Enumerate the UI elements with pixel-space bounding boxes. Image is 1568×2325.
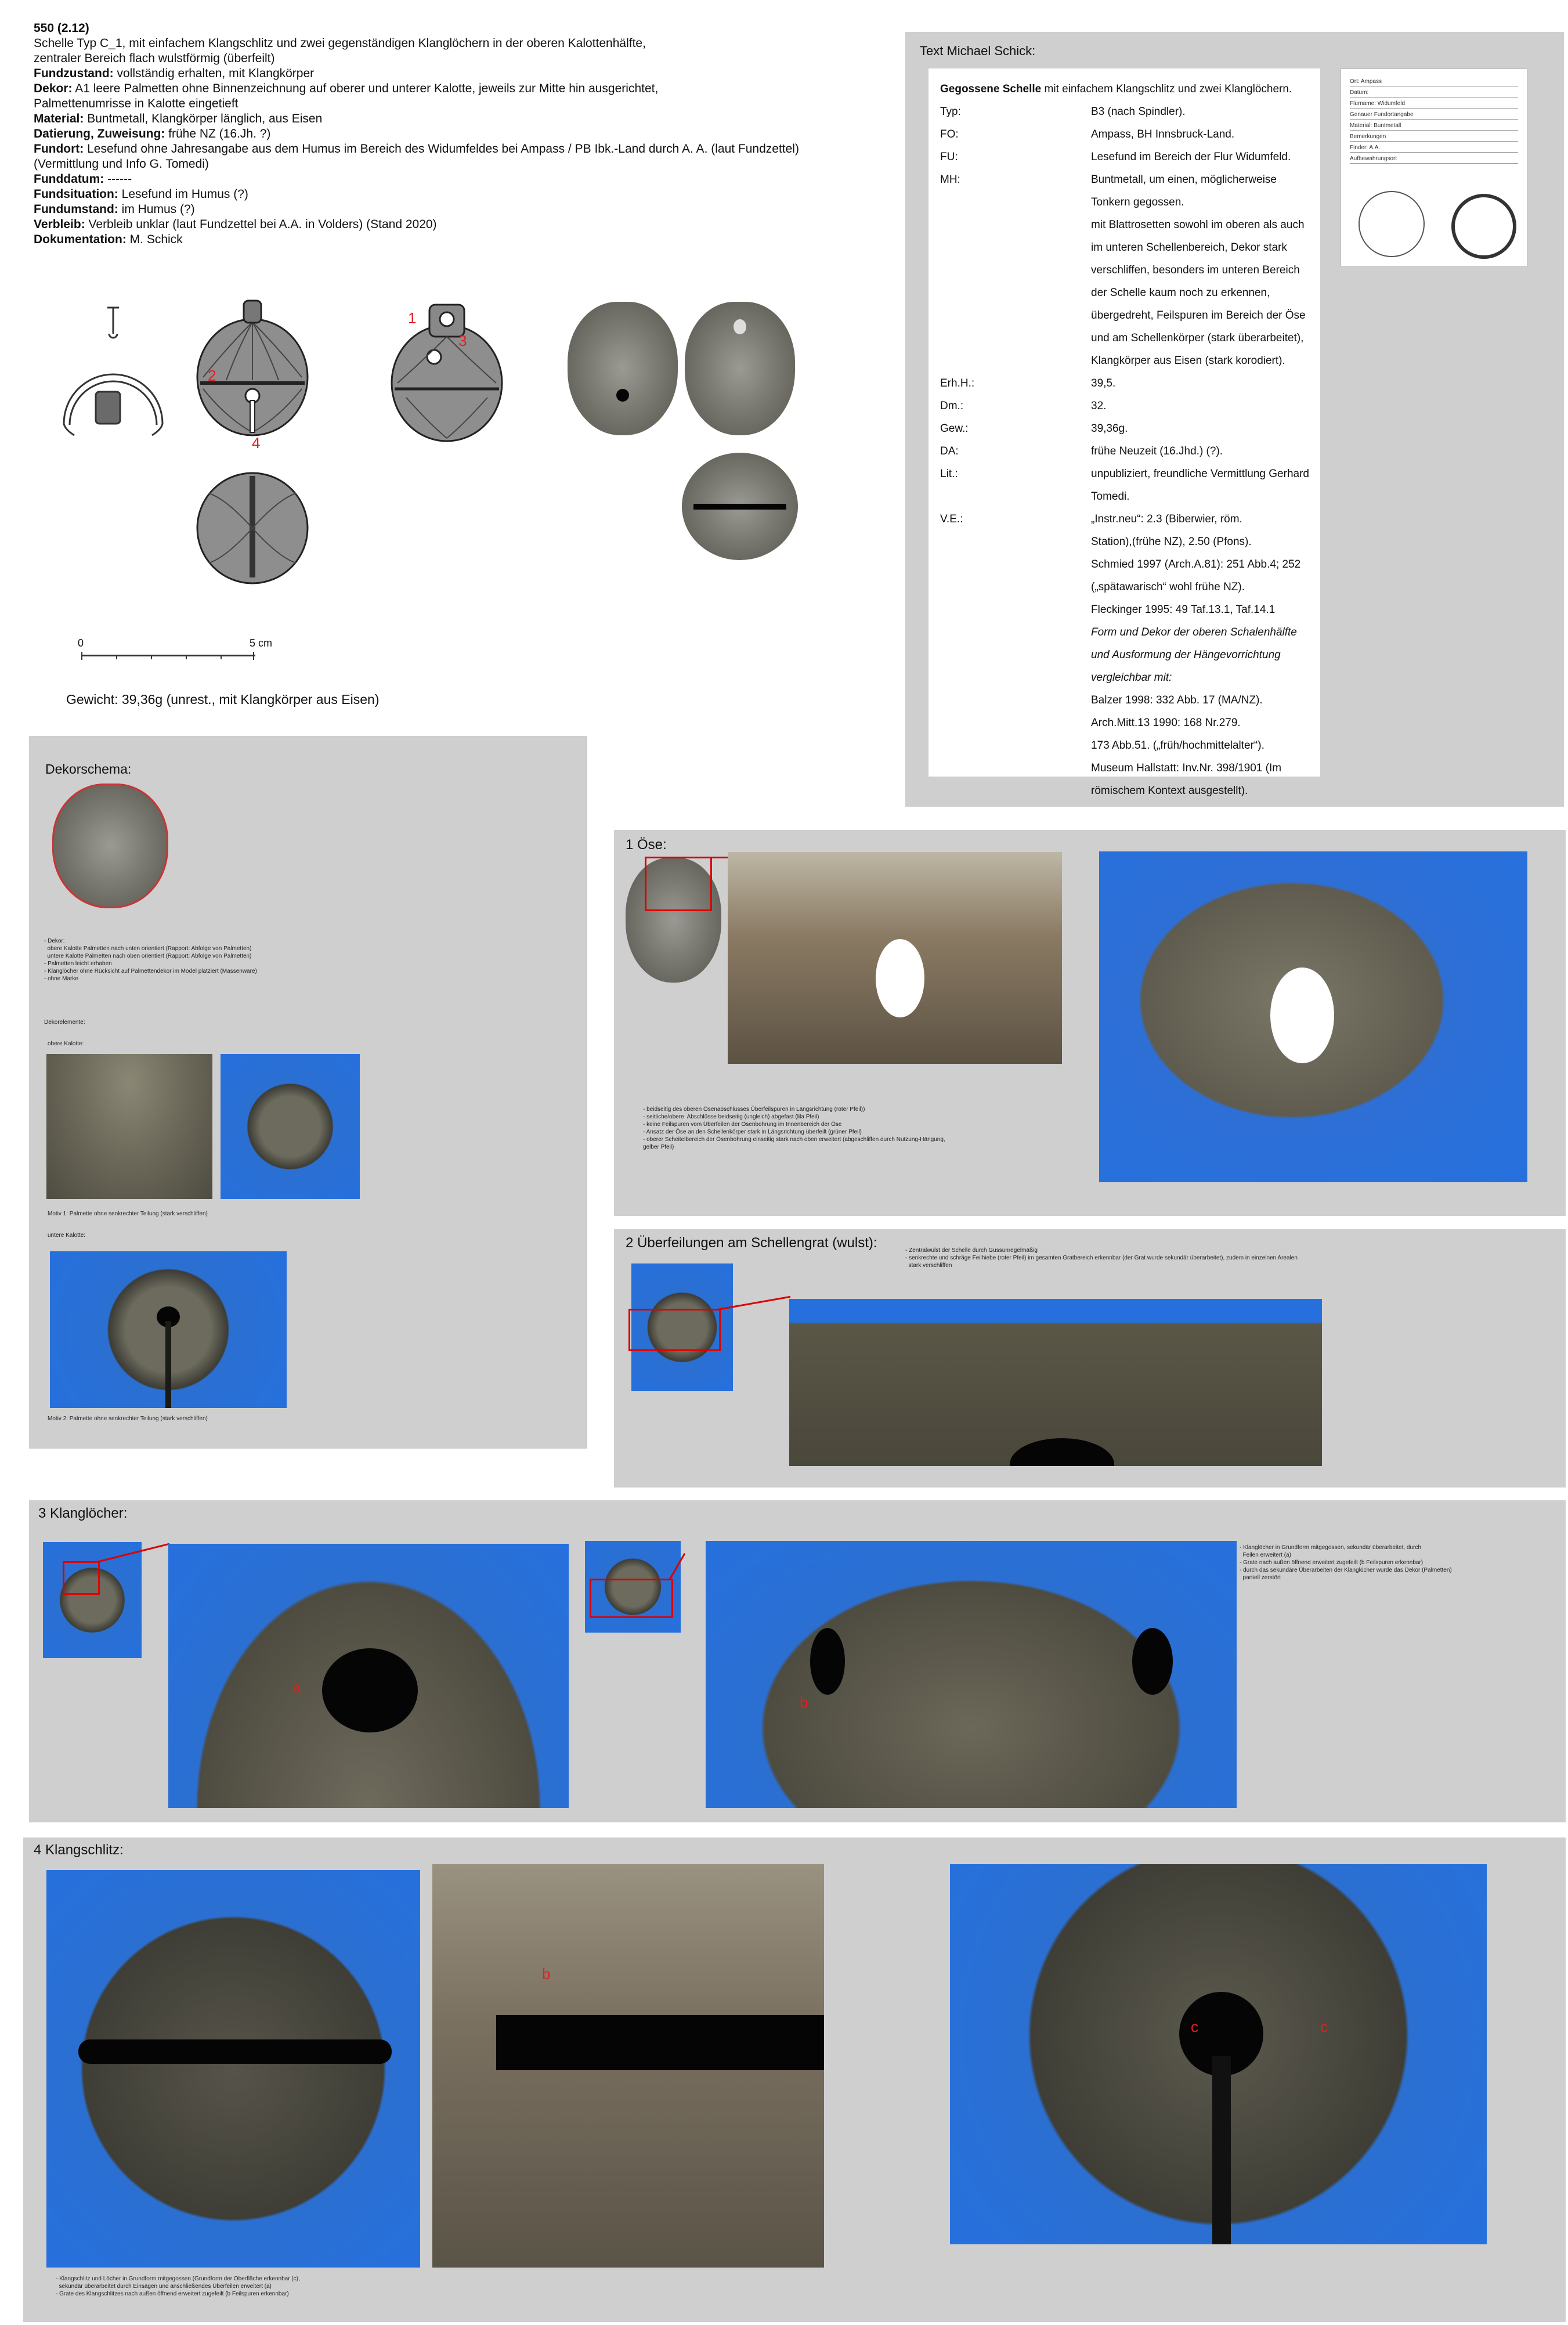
note-line: - Grate des Klangschlitzes nach außen öffnend erweitert zugefeilt (b Feilspuren erkennbar) xyxy=(56,2291,289,2297)
scale-label-0: 0 xyxy=(78,637,84,649)
note-line: - Klanglöcher in Grundform mitgegossen, sekundär überarbeitet, durch xyxy=(1240,1544,1421,1551)
schlitz-photo-2 xyxy=(432,1864,824,2268)
top-view-drawing xyxy=(383,296,511,447)
schick-row: V.E.: „Instr.neu“: 2.3 (Biberwier, röm. Station),(frühe NZ), 2.50 (Pfons). Schmied 1997 (Arch.A.81): 251 Abb.4; 252 („spätawarisch“ wohl frühe NZ). Fleckinger 1995: 49 Taf.13.1, Taf.14.1 Form und Dekor der oberen Schalenhälfte und Ausformung der Hängevorrichtung vergleichbar mit: Balzer 1998: 332 Abb. 17 (MA/NZ). Arch.Mitt.13 1990: 168 Nr.279. 173 Abb.51. („früh/hochmittelalter“). Museum Hallstatt: Inv.Nr. 398/1901 (Im römischem Kontext ausgestellt). xyxy=(940,513,1301,797)
obere-kalotte-photo-2 xyxy=(221,1054,360,1199)
note-line: - durch das sekundäre Überarbeiten der Klanglöcher wurde das Dekor (Palmetten) xyxy=(1240,1567,1452,1573)
note-line: - seitliche/obere Abschlüsse beidseitig (ungleich) abgefast (lila Pfeil) xyxy=(643,1114,819,1120)
klang-highlight-box-2 xyxy=(590,1579,673,1618)
header-field: Palmettenumrisse in Kalotte eingetieft xyxy=(34,97,239,110)
note-line: - Ansatz der Öse an den Schellenkörper stark in Längsrichtung überfeilt (grüner Pfeil) xyxy=(643,1129,862,1135)
dekor-scheme-photo xyxy=(52,784,168,908)
weight-text: Gewicht: 39,36g (unrest., mit Klangkörper aus Eisen) xyxy=(66,692,380,707)
schick-heading: Gegossene Schelle mit einfachem Klangschlitz und zwei Klanglöchern. xyxy=(940,83,1292,95)
note-line: - Zentralwulst der Schelle durch Gussunregelmäßig xyxy=(905,1247,1038,1254)
schick-row: DA: frühe Neuzeit (16.Jhd.) (?). xyxy=(940,445,1223,457)
card-line: Ort: Ampass xyxy=(1350,78,1518,86)
drawing-label-3: 3 xyxy=(458,332,467,349)
grat-title: 2 Überfeilungen am Schellengrat (wulst): xyxy=(626,1235,877,1251)
schick-row: FU: Lesefund im Bereich der Flur Widumfeld. xyxy=(940,151,1291,163)
klang-overview-photo-1 xyxy=(43,1542,142,1658)
klang-notes xyxy=(1240,1544,1565,1582)
card-line: Flurname: Widumfeld xyxy=(1350,100,1518,109)
note-line: - keine Feilspuren vom Überfeilen der Ösenbohrung im Innenbereich der Öse xyxy=(643,1121,842,1128)
drawing-label-4: 4 xyxy=(252,434,261,452)
obere-kalotte-photo-1 xyxy=(46,1054,212,1199)
klangschlitz-title: 4 Klangschlitz: xyxy=(34,1842,124,1858)
note-line: - Dekor: xyxy=(44,938,65,944)
card-line: Genauer Fundortangabe xyxy=(1350,111,1518,120)
scale-bar xyxy=(81,655,255,665)
header-field: Fundzustand: vollständig erhalten, mit Klangkörper xyxy=(34,67,315,80)
note-line: - ohne Marke xyxy=(44,976,78,982)
obere-kalotte-label: obere Kalotte: xyxy=(48,1041,84,1047)
schick-row: Gew.: 39,36g. xyxy=(940,423,1128,435)
schick-row: MH: Buntmetall, um einen, möglicherweise Tonkern gegossen. mit Blattrosetten sowohl im oberen als auch im unteren Schellenbereich, Dekor stark verschliffen, besonders im unteren Bereich der Schelle kaum noch zu erkennen, übergedreht, Feilspuren im Bereich der Öse und am Schellenkörper (stark überarbeitet), Klangkörper aus Eisen (stark korodiert). xyxy=(940,174,1306,367)
note-line: - Palmetten leicht erhaben xyxy=(44,961,112,967)
note-line: Feilen erweitert (a) xyxy=(1240,1552,1291,1558)
dekor-title: Dekorschema: xyxy=(45,761,132,777)
note-line: - Klanglöcher ohne Rücksicht auf Palmettendekor im Model platziert (Massenware) xyxy=(44,968,257,974)
klang-highlight-box-1 xyxy=(63,1561,100,1595)
header-field: Verbleib: Verbleib unklar (laut Fundzettel bei A.A. in Volders) (Stand 2020) xyxy=(34,218,437,231)
oese-highlight-box xyxy=(645,857,712,911)
note-line: obere Kalotte Palmetten nach unten orientiert (Rapport: Abfolge von Palmetten) xyxy=(44,945,252,952)
note-line: untere Kalotte Palmetten nach oben orientiert (Rapport: Abfolge von Palmetten) xyxy=(44,953,252,959)
bell-photo-top xyxy=(685,302,795,435)
header-field: Material: Buntmetall, Klangkörper länglich, aus Eisen xyxy=(34,112,323,125)
untere-kalotte-photo xyxy=(50,1251,287,1408)
bell-photo-front xyxy=(568,302,678,435)
schlitz-label-b: b xyxy=(542,1965,551,1983)
motiv-1-caption: Motiv 1: Palmette ohne senkrechter Teilung (stark verschliffen) xyxy=(48,1211,208,1217)
header-field: Dekor: A1 leere Palmetten ohne Binnenzeichnung auf oberer und unterer Kalotte, jeweils zur Mitte hin ausgerichtet, xyxy=(34,82,659,95)
schick-row: Typ: B3 (nach Spindler). xyxy=(940,106,1186,118)
schick-title: Text Michael Schick: xyxy=(920,44,1036,58)
object-id: 550 (2.12) xyxy=(34,21,89,35)
oese-title: 1 Öse: xyxy=(626,837,667,853)
card-line: Bemerkungen xyxy=(1350,133,1518,142)
note-line: sekundär überarbeitet durch Einsägen und anschließendes Überfeilen erweitert (a) xyxy=(56,2283,272,2290)
object-description-2: zentraler Bereich flach wulstförmig (überfeilt) xyxy=(34,52,275,65)
drawing-label-2: 2 xyxy=(208,367,216,384)
note-line: - Grate nach außen öffnend erweitert zugefeilt (b Feilspuren erkennbar) xyxy=(1240,1559,1424,1566)
bell-photo-bottom xyxy=(682,453,798,560)
oese-notes xyxy=(643,1106,1084,1151)
schick-row: FO: Ampass, BH Innsbruck-Land. xyxy=(940,128,1235,140)
klang-detail-photo-1 xyxy=(168,1544,569,1808)
schlitz-photo-3 xyxy=(950,1864,1487,2244)
note-line: - senkrechte und schräge Feilhiebe (roter Pfeil) im gesamten Gratbereich erkennbar (der Grat wurde sekundär überarbeitet), zudem in einzelnen Arealen xyxy=(905,1255,1298,1261)
grat-notes xyxy=(905,1247,1544,1269)
motiv-2-caption: Motiv 2: Palmette ohne senkrechter Teilung (stark verschliffen) xyxy=(48,1416,208,1422)
schlitz-photo-1 xyxy=(46,1870,420,2268)
klang-label-b: b xyxy=(800,1694,808,1711)
note-line: partiell zerstört xyxy=(1240,1575,1281,1581)
dekor-notes xyxy=(44,937,450,983)
header-field: Fundumstand: im Humus (?) xyxy=(34,203,195,216)
card-line: Finder: A.A. xyxy=(1350,144,1518,153)
klangloecher-title: 3 Klanglöcher: xyxy=(38,1506,128,1521)
klang-label-a: a xyxy=(292,1678,301,1696)
header-block xyxy=(34,21,875,247)
untere-kalotte-label: untere Kalotte: xyxy=(48,1232,86,1239)
object-description-1: Schelle Typ C_1, mit einfachem Klangschlitz und zwei gegenständigen Klanglöchern in der oberen Kalottenhälfte, xyxy=(34,37,646,50)
card-line: Aufbewahrungsort xyxy=(1350,155,1518,164)
note-line: - oberer Scheitelbereich der Ösenbohrung einseitig stark nach oben erweitert (abgeschliffen durch Nutzung-Hängung, xyxy=(643,1136,945,1143)
note-line: gelber Pfeil) xyxy=(643,1144,674,1150)
schick-row: Erh.H.: 39,5. xyxy=(940,377,1116,389)
oese-detail-photo xyxy=(728,852,1062,1064)
card-line: Datum: xyxy=(1350,89,1518,98)
note-line: stark verschliffen xyxy=(905,1262,952,1269)
header-field: Datierung, Zuweisung: frühe NZ (16.Jh. ?) xyxy=(34,127,271,140)
schick-text-card xyxy=(928,68,1320,797)
fundzettel-card xyxy=(1341,68,1527,267)
card-line: Material: Buntmetall xyxy=(1350,122,1518,131)
note-line: - beidseitig des oberen Ösenabschlusses Überfeilspuren in Längsrichtung (roter Pfeil)) xyxy=(643,1106,865,1113)
grat-detail-photo xyxy=(789,1299,1322,1466)
header-field: Fundort: Lesefund ohne Jahresangabe aus dem Humus im Bereich des Widumfeldes bei Ampass / PB Ibk.-Land durch A. A. (laut Fundzettel) xyxy=(34,142,799,156)
schlitz-label-c2: c xyxy=(1320,2018,1328,2035)
note-line: - Klangschlitz und Löcher in Grundform mitgegossen (Grundform der Oberfläche erkennbar (c), xyxy=(56,2276,300,2282)
klang-detail-photo-2 xyxy=(706,1541,1237,1808)
header-field: Dokumentation: M. Schick xyxy=(34,233,183,246)
schick-row: Lit.: unpubliziert, freundliche Vermittlung Gerhard Tomedi. xyxy=(940,468,1309,503)
oese-blue-photo xyxy=(1099,851,1527,1182)
schick-row: Dm.: 32. xyxy=(940,400,1107,412)
header-field: Fundsituation: Lesefund im Humus (?) xyxy=(34,187,248,201)
grat-highlight-box xyxy=(628,1309,721,1351)
drawing-label-1: 1 xyxy=(408,309,417,327)
header-field: (Vermittlung und Info G. Tomedi) xyxy=(34,157,209,171)
schlitz-label-c1: c xyxy=(1191,2018,1198,2035)
header-field: Funddatum: ------ xyxy=(34,172,132,186)
schlitz-notes xyxy=(56,2275,578,2298)
dekor-elements-label: Dekorelemente: xyxy=(44,1019,85,1026)
scale-label-5cm: 5 cm xyxy=(250,637,273,649)
technical-drawings xyxy=(52,290,400,592)
